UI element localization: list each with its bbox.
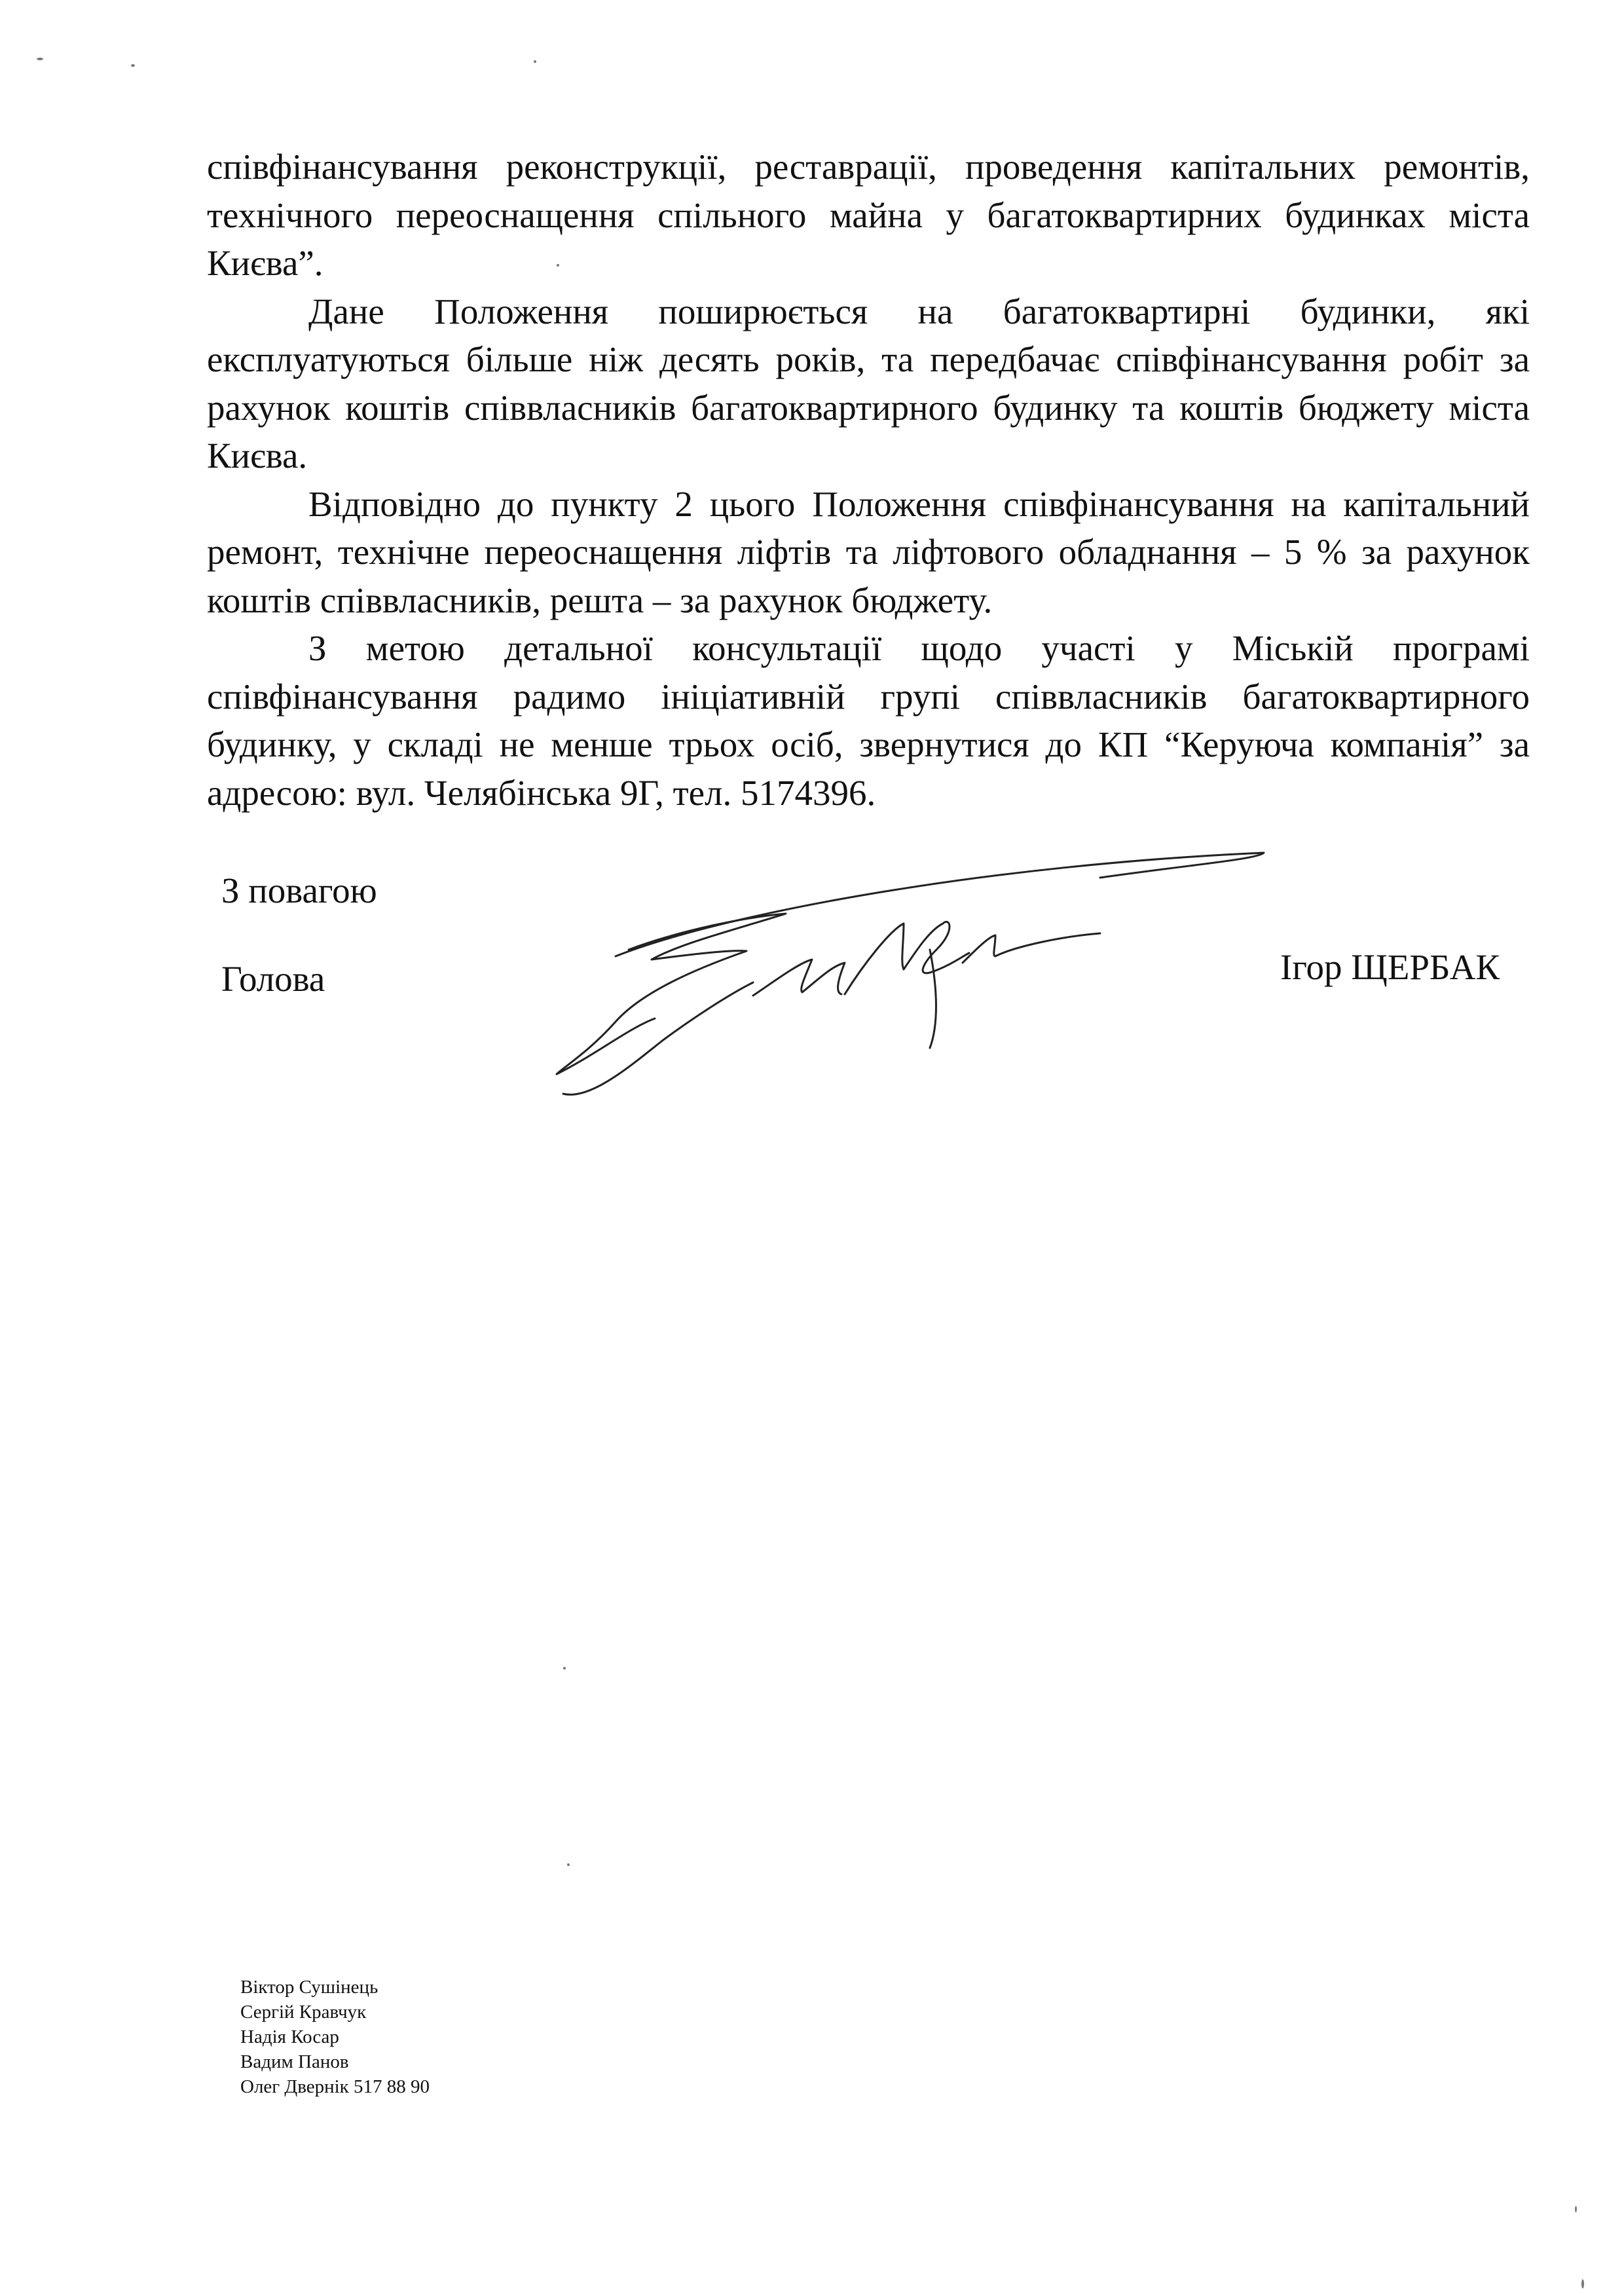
recipient-name: Олег Двернік 517 88 90 [240, 2076, 430, 2097]
scan-speck [37, 58, 43, 60]
scan-speck [1581, 2279, 1584, 2288]
recipient-name: Вадим Панов [240, 2051, 349, 2072]
signer-position: Голова [221, 959, 325, 999]
signer-name: Ігор ЩЕРБАК [1280, 947, 1500, 987]
paragraph-scope: Дане Положення поширюється на багатоквартирні будинки, які експлуатуються більше ніж десять років, та передбачає співфінансування робіт за рахунок коштів співвласників багатоквартирного будинку та коштів бюджету міста Києва. [207, 291, 1530, 476]
closing-salutation: З повагою [221, 870, 377, 910]
scan-speck [1575, 2206, 1577, 2212]
scan-speck [563, 1667, 566, 1670]
letter-body [207, 143, 1530, 817]
scan-speck [534, 60, 536, 63]
paragraph-cofinancing: Відповідно до пункту 2 цього Положення співфінансування на капітальний ремонт, технічне переоснащення ліфтів та ліфтового обладнання – 5 % за рахунок коштів співвласників, решта – за рахунок бюджету. [207, 483, 1530, 620]
paragraph-continuation: співфінансування реконструкції, реставрації, проведення капітальних ремонтів, технічного переоснащення спільного майна у багатоквартирних будинках міста Києва”. [207, 147, 1530, 283]
scan-speck [567, 1863, 570, 1866]
recipient-name: Надія Косар [240, 2026, 339, 2047]
recipient-name: Віктор Сушінець [240, 1977, 378, 1998]
paragraph-consultation: З метою детальної консультації щодо участі у Міській програмі співфінансування радимо ініціативній групі співвласників багатоквартирного будинку, у складі не менше трьох осіб, звернутися до КП “Керуюча компанія” за адресою: вул. Челябінська 9Г, тел. 5174396. [207, 628, 1530, 813]
signature-icon [537, 832, 1277, 1120]
recipient-name: Сергій Кравчук [240, 2002, 367, 2023]
copy-recipients [240, 1975, 430, 2099]
scan-speck [557, 264, 559, 267]
scan-speck [131, 64, 135, 67]
